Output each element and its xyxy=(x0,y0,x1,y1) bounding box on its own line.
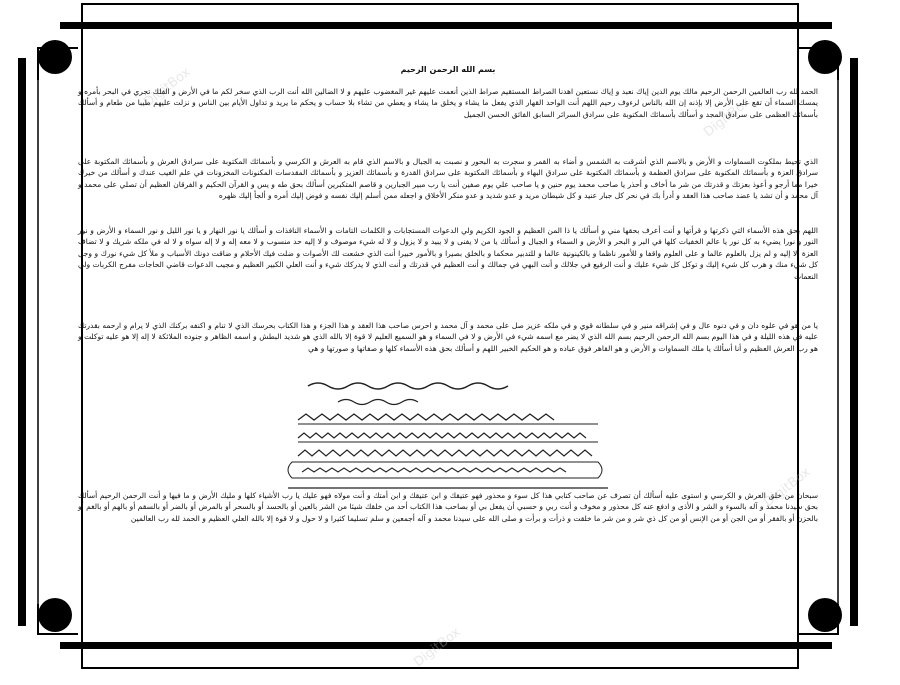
paragraph: اللهم بحق هذه الأسماء التي ذكرتها و قرأتها و أنت أعرف بحقها مني و أسألك يا ذا المن العظيم و الجود الكريم ولي الدعوات المستجابات و الكلمات التامات و الأسماء النافذات و أسألك يا نور النهار و يا نور الليل و نور السماء و الأرض و نور النور و نورا يضيء به كل نور يا عالم الخفيات كلها في البر و البحر و الأرض و السماء و الجبال و أسألك يا من لا يفنى و لا يبيد و لا يزول و لا له شيء موصوف و لا إليه حد منسوب و لا معه إله و لا إله سواه و لا له في ملكه شريك و لا تضاف العزة إلا إليه و لم يزل بالعلوم عالما و على العلوم واقفا و للأمور ناظما و بالكينونية عالما و للتدبير محكما و بالخلق بصيرا و بالأمور خبيرا أنت الذي خشعت لك الأصوات و ضلت فيك الأحلام و ضاقت دونك الأسباب و ملأ كل شيء نورك و وجل كل شيء منك و هرب كل شيء إليك و توكل كل شيء عليك و أنت الرفيع في جلالك و أنت البهي في جمالك و أنت العظيم في قدرتك و أنت الذي لا يدركك شيء و أنت العلي الكبير العظيم و مجيب الدعوات قاضي الحاجات مفرج الكربات ولي النعمات xyxy=(78,226,818,281)
paragraph: يا من هو في علوه دان و في دنوه عال و في إشراقه منير و في سلطانه قوي و في ملكه عزيز صل على محمد و آل محمد و احرس صاحب هذا العقد و هذا الجزء و هذا الكتاب بحرسك الذي لا تنام و اكنفه بركنك الذي لا يرام و ارحمه بقدرتك عليه في هذه الليلة و في هذا اليوم بسم الله الرحمن الرحيم بسم الله الذي لا يضر مع اسمه شيء في الأرض و لا في السماء و هو السميع العليم لا قوة إلا بالله الذي هو شديد البطش و اسمه الظاهر و جنوده الملائكة لا إله إلا هو عليه توكلت و هو رب العرش العظيم و أنا أسألك يا ملك السماوات و الأرض و هو القاهر فوق عباده و هو الحكيم الخبير اللهم و أسألك بحق هذه الأسماء كلها و صفاتها و صورتها و هي xyxy=(78,321,818,353)
handwritten-talisman xyxy=(278,376,618,496)
watermark: DigitBox xyxy=(761,464,814,511)
document-title: بسم الله الرحمن الرحيم xyxy=(400,65,496,74)
watermark: DigitBox xyxy=(141,64,194,111)
watermark: DigitBox xyxy=(411,624,464,671)
document-page xyxy=(78,50,818,650)
paragraph: سبحان من خلق العرش و الكرسي و استوى عليه أسألك أن تصرف عن صاحب كتابي هذا كل سوء و محذور فهو عتيقك و ابن عتيقك و ابن أمتك و أنت مولاه فهو عليك يا رب الأشياء كلها و مليك الأرض و ما فيها و أنت الرحمن الرحيم أسألك بحق سيدنا محمد و آله بالسوء و الشر و الأذى و ادفع عنه كل محذور و مخوف و أنت ربي و حسبي أن يفعل بي أو بصاحب هذا الكتاب أحد من خلقك شيئا من الشر بالعين أو بالحسد أو بالسحر أو بالمرض أو بالضر أو بالسقم أو بالهم أو بالغم أو بالحزن أو بالفقر أو من الجن أو من الإنس أو من كل ذي شر و من شر ما خلقت و ذرأت و برأت و صلى الله على سيدنا محمد و آله أجمعين و سلم تسليما كثيرا و لا حول و لا قوة إلا بالله العلي العظيم و الحمد لله رب العالمين xyxy=(78,491,818,523)
paragraph: الذي تحيط بملكوت السماوات و الأرض و بالاسم الذي أشرقت به الشمس و أضاء به القمر و سجرت به البحور و نصبت به الجبال و بالاسم الذي قام به العرش و الكرسي و بأسمائك المكتوبة على سرادق العرش و بأسمائك المكتوبة على سرادق العزة و بأسمائك المكتوبة على سرادق العظمة و بأسمائك المكتوبة على سرادق البهاء و بأسمائك المكتوبة على سرادق القدرة و بأسمائك العزيز و بأسمائك المقدسات المكنونات المخزونات في علم الغيب عندك و أسألك من خيرك خيرا مما أرجو و أعوذ بعزتك و قدرتك من شر ما أخاف و أحذر يا صاحب محمد يوم حنين و يا صاحب علي يوم صفين أنت يا رب مبير الجبارين و قاصم المتكبرين أسألك بحق طه و يس و القرآن الحكيم و الفرقان العظيم أن تصلي على محمد و آل محمد و أن تشد يا عضد صاحب هذا العقد و أدرأ بك في نحر كل جبار عنيد و كل شيطان مريد و عدو شديد و عدو منكر الأخلاق و اجعله ممن أسلم إليك نفسه و فوض إليك أمره و ألجأ إليك ظهره xyxy=(78,157,818,201)
paragraph: الحمد لله رب العالمين الرحمن الرحيم مالك يوم الدين إياك نعبد و إياك نستعين اهدنا الصراط المستقيم صراط الذين أنعمت عليهم غير المغضوب عليهم و لا الضالين الله أنت الرب الذي سخر لكم ما في الأرض و الفلك تجري في البحر بأمره و يمسك السماء أن تقع على الأرض إلا بإذنه إن الله بالناس لرءوف رحيم اللهم أنت الواحد القهار الذي يفعل ما يشاء و يخلق ما يشاء و يعطي من تشاء بلا حساب و يحكم ما يريد و تداول الأيام بين الناس و نزلت عليهم طيبا من طعام و أسألك بأسمائك العظمى على سرادق المجد و أسألك بأسمائك المكتوبة على سرادق السرائر السابق الفائق الحسن الجميل xyxy=(78,87,818,119)
watermark: DigitBox xyxy=(701,94,754,141)
